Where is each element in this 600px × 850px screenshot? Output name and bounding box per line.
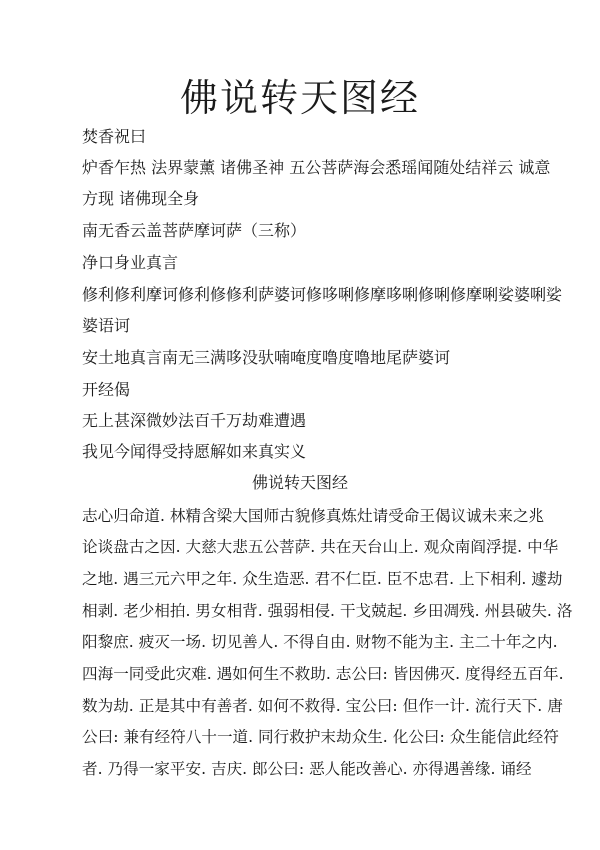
incense-invocation-heading: 焚香祝曰: [82, 127, 147, 146]
body-line-8: 公曰: 兼有经符八十一道. 同行救护末劫众生. 化公曰: 众生能信此经符: [82, 728, 559, 746]
mantra-heading-mouth-purification: 净口身业真言: [82, 253, 179, 272]
opening-verse-line-2: 我见今闻得受持愿解如来真实义: [82, 442, 307, 461]
body-line-3: 之地. 遇三元六甲之年. 众生造恶. 君不仁臣. 臣不忠君. 上下相利. 遽劫: [82, 570, 563, 588]
body-line-2: 论谈盘古之因. 大慈大悲五公菩萨. 共在天台山上. 观众南阎浮提. 中华: [82, 538, 559, 556]
body-line-9: 者. 乃得一家平安. 吉庆. 郎公曰: 恶人能改善心. 亦得遇善缘. 诵经: [82, 760, 532, 778]
bodhisattva-homage: 南无香云盖菩萨摩诃萨（三称）: [82, 221, 307, 240]
section-subtitle: 佛说转天图经: [251, 473, 348, 492]
body-line-4: 相剥. 老少相拍. 男女相背. 强弱相侵. 干戈兢起. 乡田凋残. 州县破失. 洛: [82, 602, 573, 620]
body-line-5: 阳黎庶. 疲灭一场. 切见善人. 不得自由. 财物不能为主. 主二十年之内.: [82, 633, 558, 651]
mantra-text-line-2: 婆语诃: [82, 316, 131, 335]
incense-verse-line-2: 方现 诸佛现全身: [82, 189, 200, 208]
body-line-7: 数为劫. 正是其中有善者. 如何不救得. 宝公曰: 但作一计. 流行天下. 唐: [82, 697, 563, 715]
incense-verse-line-1: 炉香乍热 法界蒙薰 诸佛圣神 五公菩萨海会悉瑶闻随处结祥云 诚意: [82, 158, 551, 177]
mantra-text-line-1: 修利修利摩诃修利修修利萨婆诃修哆唎修摩哆唎修唎修摩唎娑婆唎娑: [82, 285, 563, 304]
page-title: 佛说转天图经: [179, 76, 420, 120]
opening-verse-heading: 开经偈: [82, 380, 131, 399]
opening-verse-line-1: 无上甚深微妙法百千万劫难遭遇: [82, 411, 307, 430]
earth-mantra-line: 安土地真言南无三满哆没驮喃唵度噜度噜地尾萨婆诃: [82, 348, 451, 367]
body-line-1: 志心归命道. 林精含梁大国师古貌修真炼灶请受命王偈议诚未来之兆: [82, 507, 545, 525]
body-line-6: 四海一同受此灾难. 遇如何生不救助. 志公曰: 皆因佛灭. 度得经五百年.: [82, 665, 564, 683]
